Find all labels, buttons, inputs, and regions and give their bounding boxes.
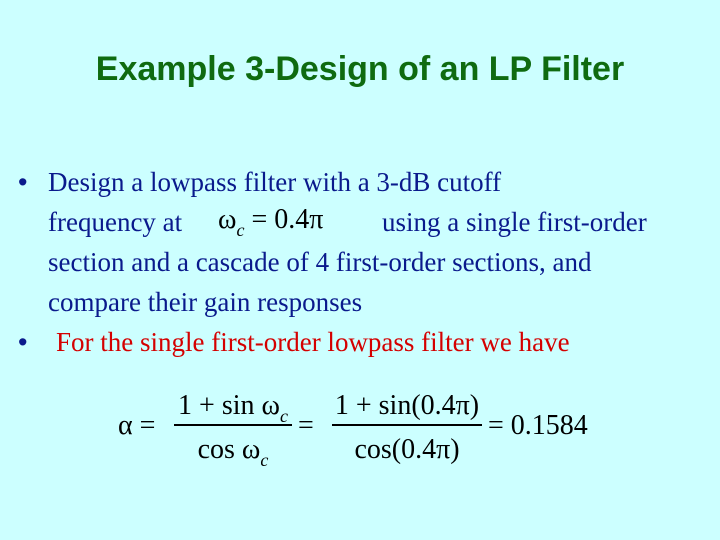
bullet1-line1: Design a lowpass filter with a 3-dB cutoff xyxy=(48,167,502,197)
bullet1-line4: compare their gain responses xyxy=(48,287,363,317)
slide-title: Example 3-Design of an LP Filter xyxy=(95,50,625,88)
fraction-numeric xyxy=(332,388,482,470)
cutoff-frequency-equation xyxy=(218,200,323,242)
omega-symbol: ω xyxy=(218,204,237,235)
fraction-sin-over-cos xyxy=(174,388,292,470)
bullet1-line3: section and a cascade of 4 first-order sections, and xyxy=(48,247,592,277)
fraction2-denominator: cos(0.4π) xyxy=(354,433,460,465)
subscript-c: c xyxy=(236,220,245,240)
fraction-bar xyxy=(174,424,292,426)
alpha-formula xyxy=(118,388,618,478)
cutoff-value: = 0.4π xyxy=(251,204,324,235)
alpha-lhs: α = xyxy=(118,410,156,441)
fraction-bar xyxy=(332,424,482,426)
fraction1-denominator: $\cos \omega_c$ xyxy=(197,433,269,470)
alpha-result: = 0.1584 xyxy=(488,410,588,441)
fraction1-numerator: $1 + \sin \omega_c$ xyxy=(178,390,288,426)
bullet-marker: • xyxy=(18,167,28,197)
bullet1-line2-suffix: using a single first-order xyxy=(382,207,647,237)
bullet2-text: For the single first-order lowpass filter we have xyxy=(56,327,570,357)
fraction2-numerator: 1 + sin(0.4π) xyxy=(334,390,480,421)
bullet1-line2-prefix: frequency at xyxy=(48,207,183,237)
equals-sign: = xyxy=(298,410,314,441)
bullet-marker: • xyxy=(18,327,28,357)
